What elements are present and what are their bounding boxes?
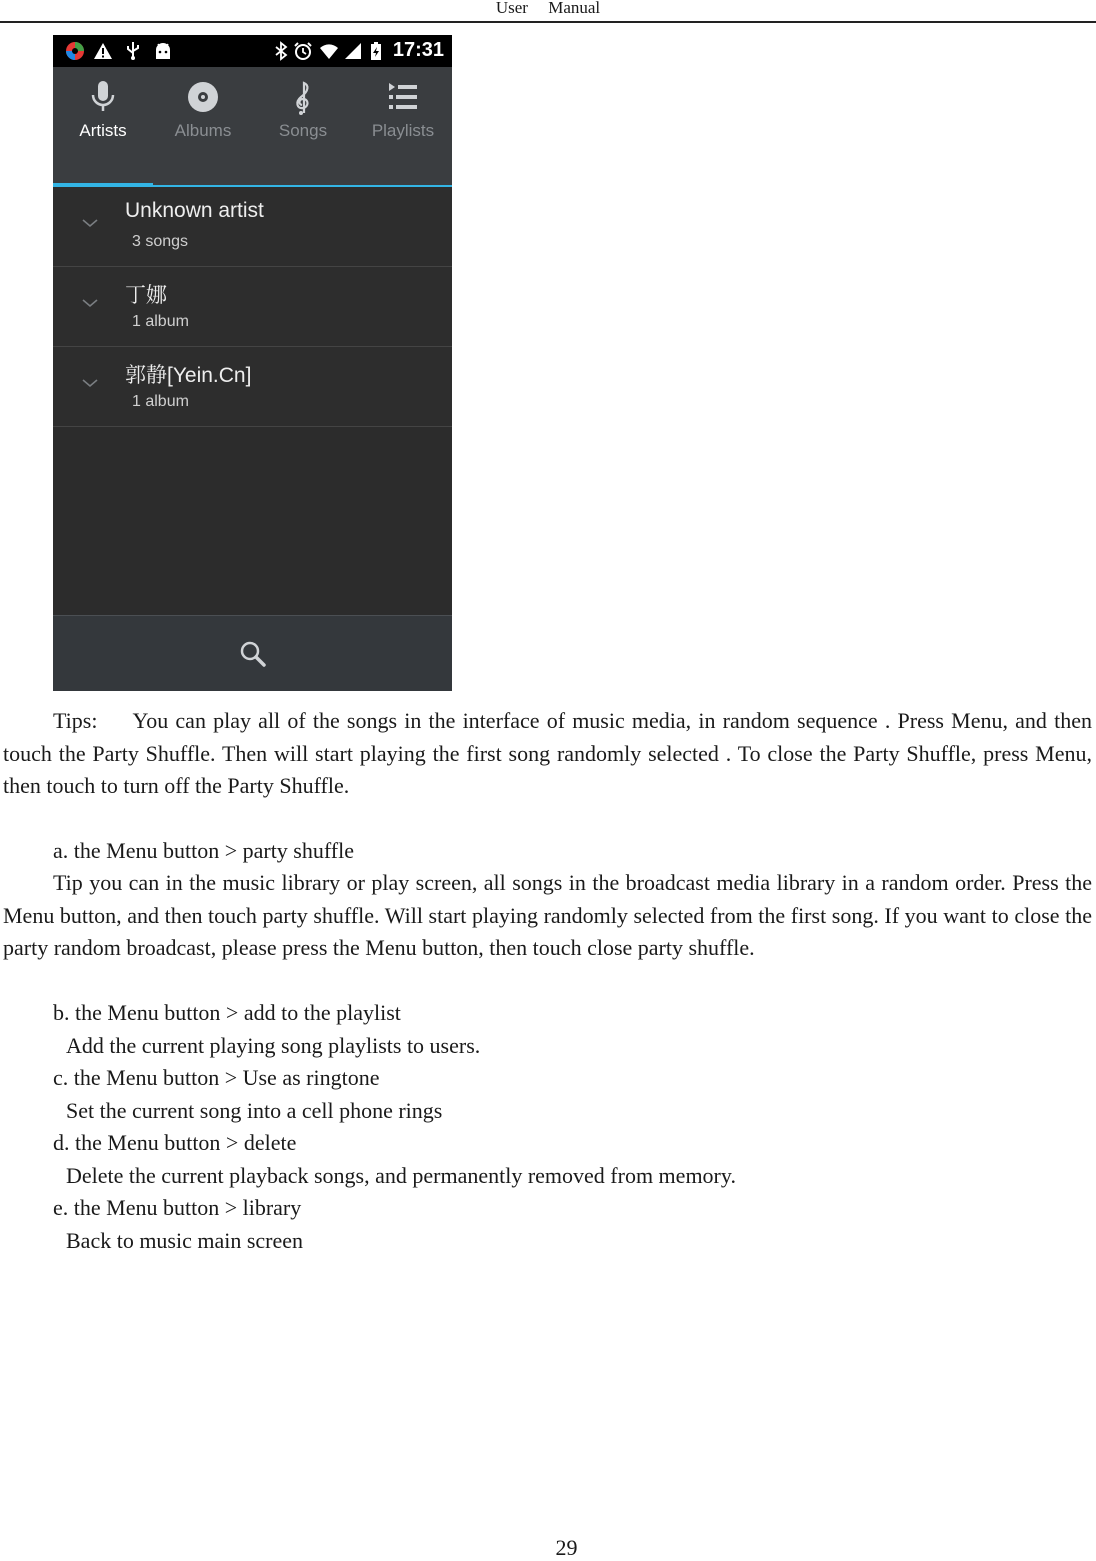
- microphone-icon: [83, 77, 123, 117]
- artist-name: Unknown artist: [125, 199, 264, 222]
- chevron-down-icon[interactable]: [81, 297, 99, 309]
- tab-artists[interactable]: [53, 67, 153, 184]
- tips-paragraph: [3, 705, 1092, 803]
- bluetooth-icon: [271, 41, 291, 61]
- list-item[interactable]: [53, 187, 452, 267]
- artist-count: 1 album: [132, 313, 189, 330]
- signal-icon: [343, 41, 363, 61]
- tab-bar: [53, 67, 452, 187]
- android-debug-icon: [153, 41, 173, 61]
- item-title: e. the Menu button > library: [53, 1195, 302, 1220]
- bottom-bar: [53, 615, 452, 691]
- artist-list: [53, 187, 452, 427]
- artist-count: 3 songs: [132, 233, 189, 250]
- page-number: 29: [555, 1535, 578, 1560]
- tab-label: Albums: [174, 121, 232, 140]
- tab-label: Playlists: [371, 121, 435, 140]
- usb-icon: [123, 41, 143, 61]
- running-header: [0, 0, 1096, 23]
- app-launcher-icon: [65, 41, 85, 61]
- list-item[interactable]: [53, 267, 452, 347]
- item-description-text: Tip you can in the music library or play screen, all songs in the broadcast media library in a random order. Press the Menu button, and then touch party shuffle. Will start playing randomly selected from the first song. If you want to close the party random broadcast, please press the Menu button, then touch close party shuffle.: [3, 870, 1092, 960]
- header-left: User: [495, 0, 528, 17]
- artist-count: 1 album: [132, 393, 189, 410]
- artist-name: 郭静[Yein.Cn]: [125, 364, 252, 387]
- tips-label: Tips:: [53, 708, 98, 733]
- tab-albums[interactable]: [153, 67, 253, 184]
- chevron-down-icon[interactable]: [81, 217, 99, 229]
- item-description: Set the current song into a cell phone rings: [66, 1098, 443, 1123]
- item-title: a. the Menu button > party shuffle: [53, 838, 354, 863]
- item-title: b. the Menu button > add to the playlist: [53, 1000, 401, 1025]
- tab-label: Songs: [278, 121, 328, 140]
- status-time: 17:31: [392, 39, 444, 61]
- chevron-down-icon[interactable]: [81, 377, 99, 389]
- alarm-icon: [293, 41, 313, 61]
- search-icon[interactable]: [239, 640, 267, 668]
- item-description: Back to music main screen: [66, 1228, 304, 1253]
- item-title: c. the Menu button > Use as ringtone: [53, 1065, 380, 1090]
- item-title: d. the Menu button > delete: [53, 1130, 297, 1155]
- tab-songs[interactable]: [253, 67, 353, 184]
- tips-text: You can play all of the songs in the interface of music media, in random sequence . Press Menu, and then touch the Party Shuffle. Then will start playing the first song randomly selected . To close the Party Shuffle, press Menu, then touch to turn off the Party Shuffle.: [3, 708, 1092, 798]
- treble-clef-icon: [283, 77, 323, 117]
- item-description: Delete the current playback songs, and permanently removed from memory.: [66, 1163, 736, 1188]
- artist-name: 丁娜: [125, 284, 167, 307]
- tab-label: Artists: [79, 121, 127, 140]
- playlist-icon: [383, 77, 423, 117]
- header-right: Manual: [548, 0, 601, 17]
- item-description: [3, 867, 1092, 965]
- status-bar: [53, 35, 452, 67]
- music-app-screenshot: [53, 35, 452, 691]
- wifi-icon: [319, 41, 339, 61]
- battery-icon: [366, 41, 386, 61]
- list-item[interactable]: [53, 347, 452, 427]
- disc-icon: [183, 77, 223, 117]
- item-description: Add the current playing song playlists to users.: [66, 1033, 481, 1058]
- tab-playlists[interactable]: [353, 67, 452, 184]
- warning-icon: [93, 41, 113, 61]
